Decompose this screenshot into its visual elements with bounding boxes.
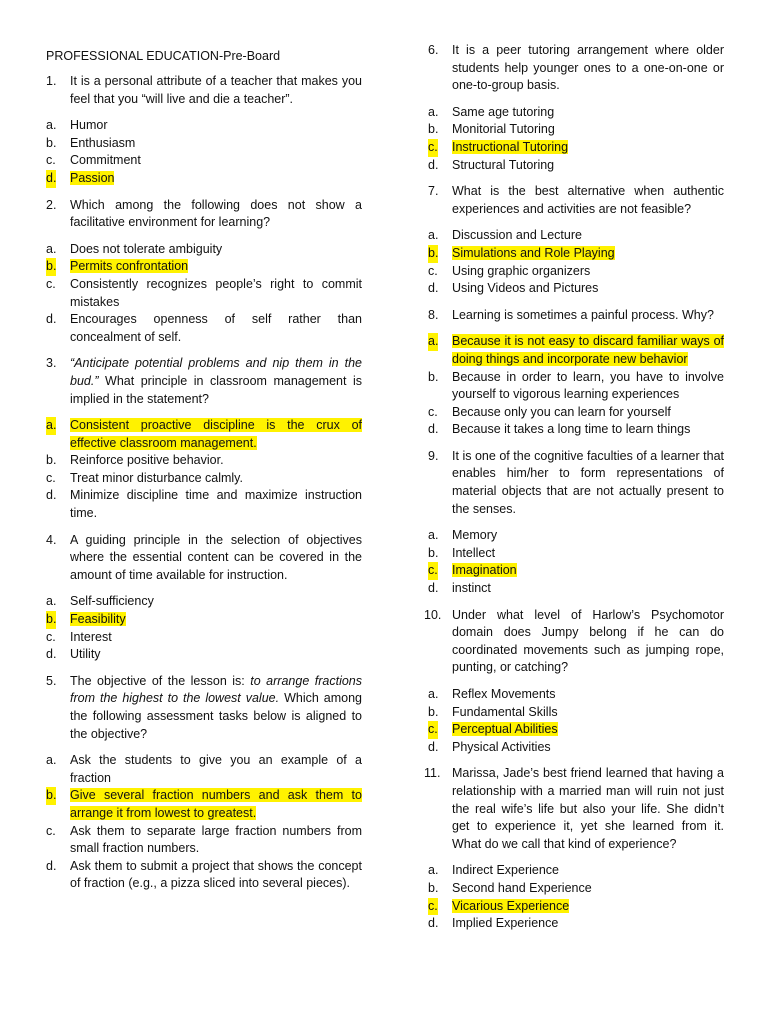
question-text: A guiding principle in the selection of objectives where the essential content can be covered in the amount of time available for instruction. <box>70 532 362 582</box>
question-text: Learning is sometimes a painful process. Why? <box>452 307 714 322</box>
question-text: What principle in classroom management is implied in the statement? <box>70 373 362 406</box>
highlighted-answer: Instructional Tutoring <box>452 139 569 154</box>
option-list <box>46 593 362 663</box>
question-block <box>46 532 362 664</box>
option-text: Enthusiasm <box>70 135 136 150</box>
answer-option <box>428 545 724 563</box>
answer-option <box>428 704 724 722</box>
answer-option <box>428 245 724 263</box>
option-letter: d. <box>428 157 439 172</box>
answer-option <box>428 915 724 933</box>
left-column <box>46 42 362 902</box>
answer-option <box>46 752 362 787</box>
question-text: Which among the following assessment tasks below is aligned to the objective? <box>70 691 362 741</box>
question-block <box>46 673 362 893</box>
question-text: Under what level of Harlow’s Psychomotor domain does Jumpy belong if he can do coordinated movements such as jumping rope, punting, or catching? <box>452 607 724 675</box>
option-text: Physical Activities <box>452 739 551 754</box>
answer-option <box>428 686 724 704</box>
option-letter: c. <box>428 139 438 157</box>
option-text: Fundamental Skills <box>452 704 558 719</box>
highlighted-answer: Imagination <box>452 563 517 578</box>
option-text: Minimize discipline time and maximize instruction time. <box>70 488 362 521</box>
question-number: 3. <box>46 356 57 371</box>
question-text: Which among the following does not show a facilitative environment for learning? <box>70 197 362 230</box>
answer-option <box>46 611 362 629</box>
question-number: 5. <box>46 673 57 688</box>
option-letter: a. <box>428 228 439 243</box>
question-number: 2. <box>46 197 57 212</box>
option-letter: a. <box>428 687 439 701</box>
answer-option <box>428 333 724 368</box>
option-text: Reflex Movements <box>452 687 556 701</box>
option-text: Treat minor disturbance calmly. <box>70 470 243 485</box>
question-text: The objective of the lesson is: <box>70 673 251 688</box>
question-block <box>46 355 362 522</box>
question-quote: “Anticipate potential problems and nip them in the bud.” <box>70 356 362 388</box>
option-text: Second hand Experience <box>452 880 592 895</box>
option-letter: c. <box>428 898 438 916</box>
option-text: Using Videos and Pictures <box>452 281 599 296</box>
answer-option <box>428 739 724 757</box>
option-text: Commitment <box>70 153 141 168</box>
option-letter: b. <box>428 245 438 263</box>
question-quote: to arrange fractions from the highest to the lowest value. <box>70 673 362 706</box>
option-letter: c. <box>46 276 56 291</box>
highlighted-answer: Feasibility <box>70 612 126 627</box>
answer-option <box>46 646 362 664</box>
option-text: Memory <box>452 528 498 543</box>
answer-option <box>428 862 724 880</box>
option-letter: c. <box>428 263 438 278</box>
option-text: Same age tutoring <box>452 104 555 119</box>
answer-option <box>46 152 362 170</box>
answer-option <box>46 787 362 822</box>
option-letter: b. <box>46 453 57 468</box>
question-text: What is the best alternative when authentic experiences and activities are not feasible? <box>452 184 724 216</box>
option-text: Indirect Experience <box>452 863 560 878</box>
answer-option <box>46 276 362 311</box>
option-text: Intellect <box>452 545 496 560</box>
option-text: Monitorial Tutoring <box>452 122 555 137</box>
option-text: Because only you can learn for yourself <box>452 404 671 419</box>
option-letter: d. <box>428 281 439 296</box>
answer-option <box>428 263 724 281</box>
option-letter: b. <box>428 369 439 384</box>
option-letter: a. <box>46 594 57 609</box>
answer-option <box>428 527 724 545</box>
answer-option <box>428 121 724 139</box>
option-letter: d. <box>46 647 57 662</box>
option-list <box>428 862 724 932</box>
option-letter: b. <box>46 787 56 805</box>
answer-option <box>46 241 362 259</box>
question-stem <box>424 765 724 853</box>
option-letter: a. <box>46 118 57 133</box>
option-text: Reinforce positive behavior. <box>70 453 224 468</box>
answer-option <box>46 593 362 611</box>
question-number: 10. <box>424 607 442 622</box>
option-letter: d. <box>428 916 439 931</box>
question-block <box>424 765 724 932</box>
question-block <box>46 73 362 188</box>
option-list <box>428 686 724 756</box>
option-list <box>428 104 724 174</box>
option-text: instinct <box>452 581 491 596</box>
answer-option <box>428 369 724 404</box>
option-text: Interest <box>70 629 112 644</box>
option-letter: a. <box>428 528 439 543</box>
option-letter: b. <box>428 545 439 560</box>
option-text: Humor <box>70 118 108 133</box>
option-letter: c. <box>428 404 438 419</box>
option-letter: b. <box>46 258 56 276</box>
option-text: Implied Experience <box>452 916 559 931</box>
question-number: 4. <box>46 532 57 547</box>
highlighted-answer: Passion <box>70 170 115 185</box>
option-text: Using graphic organizers <box>452 263 591 278</box>
option-letter: c. <box>46 629 56 644</box>
question-stem <box>428 448 724 518</box>
left-question-list <box>46 73 362 893</box>
question-stem <box>428 307 724 325</box>
answer-option <box>46 417 362 452</box>
question-stem <box>46 197 362 232</box>
answer-option <box>428 721 724 739</box>
option-text: Structural Tutoring <box>452 157 555 172</box>
question-text: Marissa, Jade’s best friend learned that having a relationship with a married man will ruin not just the real wife’s life but also your life. She didn’t get to experience it, yet she learned from it. What do we call that kind of experience? <box>452 766 724 851</box>
question-text: It is one of the cognitive faculties of a learner that enables him/her to form representations of material objects that are not actually present to the senses. <box>452 448 724 516</box>
answer-option <box>46 470 362 488</box>
highlighted-answer: Consistent proactive discipline is the crux of effective classroom management. <box>70 418 362 450</box>
answer-option <box>428 227 724 245</box>
option-letter: d. <box>46 488 57 503</box>
question-block <box>428 183 724 298</box>
question-block <box>46 197 362 347</box>
answer-option <box>46 117 362 135</box>
question-stem <box>46 73 362 108</box>
answer-option <box>428 898 724 916</box>
option-letter: c. <box>428 721 438 739</box>
highlighted-answer: Give several fraction numbers and ask them to arrange it from lowest to greatest. <box>70 788 362 820</box>
option-letter: d. <box>46 312 57 327</box>
answer-option <box>428 104 724 122</box>
option-letter: b. <box>46 135 57 150</box>
option-list <box>428 227 724 297</box>
right-question-list <box>424 42 724 933</box>
question-stem <box>46 673 362 743</box>
question-stem <box>428 42 724 95</box>
question-block <box>424 607 724 757</box>
right-column <box>424 42 724 942</box>
answer-option <box>428 562 724 580</box>
option-text: Because in order to learn, you have to involve yourself to vigorous learning experiences <box>452 369 724 402</box>
option-text: Does not tolerate ambiguity <box>70 241 223 256</box>
question-stem <box>428 183 724 218</box>
question-number: 8. <box>428 307 439 322</box>
option-letter: a. <box>46 417 56 435</box>
option-letter: a. <box>428 333 438 351</box>
option-letter: d. <box>46 170 56 188</box>
question-stem <box>46 355 362 408</box>
highlighted-answer: Simulations and Role Playing <box>452 245 615 260</box>
answer-option <box>428 421 724 439</box>
option-text: Ask them to separate large fraction numbers from small fraction numbers. <box>70 823 362 856</box>
answer-option <box>428 280 724 298</box>
question-stem <box>424 607 724 677</box>
option-letter: d. <box>46 858 57 873</box>
question-number: 6. <box>428 43 439 57</box>
answer-option <box>428 157 724 175</box>
answer-option <box>46 258 362 276</box>
answer-option <box>46 135 362 153</box>
answer-option <box>46 629 362 647</box>
option-list <box>46 752 362 893</box>
option-list <box>428 333 724 439</box>
option-letter: b. <box>46 611 56 629</box>
option-text: Consistently recognizes people’s right to commit mistakes <box>70 276 362 309</box>
answer-option <box>428 139 724 157</box>
answer-option <box>46 170 362 188</box>
answer-option <box>46 452 362 470</box>
answer-option <box>428 580 724 598</box>
option-letter: b. <box>428 704 439 719</box>
option-list <box>428 527 724 597</box>
answer-option <box>428 880 724 898</box>
option-text: Ask the students to give you an example of a fraction <box>70 753 362 785</box>
question-number: 11. <box>424 766 441 781</box>
question-text: It is a peer tutoring arrangement where older students help younger ones to a one-on-one or one-to-group basis. <box>452 43 724 93</box>
option-letter: b. <box>428 122 439 137</box>
option-text: Because it takes a long time to learn things <box>452 422 691 437</box>
option-letter: d. <box>428 422 439 437</box>
option-letter: c. <box>46 153 56 168</box>
option-text: Encourages openness of self rather than concealment of self. <box>70 312 362 344</box>
option-letter: a. <box>46 241 57 256</box>
question-number: 7. <box>428 184 439 199</box>
option-letter: c. <box>46 823 56 838</box>
highlighted-answer: Because it is not easy to discard familiar ways of doing things and incorporate new behavior <box>452 334 724 366</box>
option-letter: a. <box>428 863 439 878</box>
highlighted-answer: Perceptual Abilities <box>452 722 558 737</box>
option-text: Ask them to submit a project that shows the concept of fraction (e.g., a pizza sliced into several pieces). <box>70 858 362 891</box>
highlighted-answer: Permits confrontation <box>70 259 189 274</box>
question-number: 9. <box>428 448 439 463</box>
option-list <box>46 417 362 523</box>
answer-option <box>46 487 362 522</box>
question-block <box>428 42 724 174</box>
option-list <box>46 241 362 347</box>
option-letter: d. <box>428 581 439 596</box>
option-letter: a. <box>428 104 439 119</box>
option-letter: d. <box>428 739 439 754</box>
question-text: It is a personal attribute of a teacher that makes you feel that you “will live and die a teacher”. <box>70 74 362 106</box>
option-letter: c. <box>428 562 438 580</box>
answer-option <box>46 858 362 893</box>
option-letter: a. <box>46 753 57 768</box>
answer-option <box>428 404 724 422</box>
highlighted-answer: Vicarious Experience <box>452 898 570 913</box>
option-text: Utility <box>70 647 101 662</box>
question-block <box>428 307 724 439</box>
answer-option <box>46 311 362 346</box>
option-list <box>46 117 362 187</box>
option-letter: c. <box>46 470 56 485</box>
question-block <box>428 448 724 598</box>
document-title: PROFESSIONAL EDUCATION-Pre-Board <box>46 49 281 63</box>
option-text: Discussion and Lecture <box>452 228 582 243</box>
answer-option <box>46 823 362 858</box>
option-text: Self-sufficiency <box>70 594 154 609</box>
question-number: 1. <box>46 74 57 88</box>
option-letter: b. <box>428 880 439 895</box>
question-stem <box>46 532 362 585</box>
